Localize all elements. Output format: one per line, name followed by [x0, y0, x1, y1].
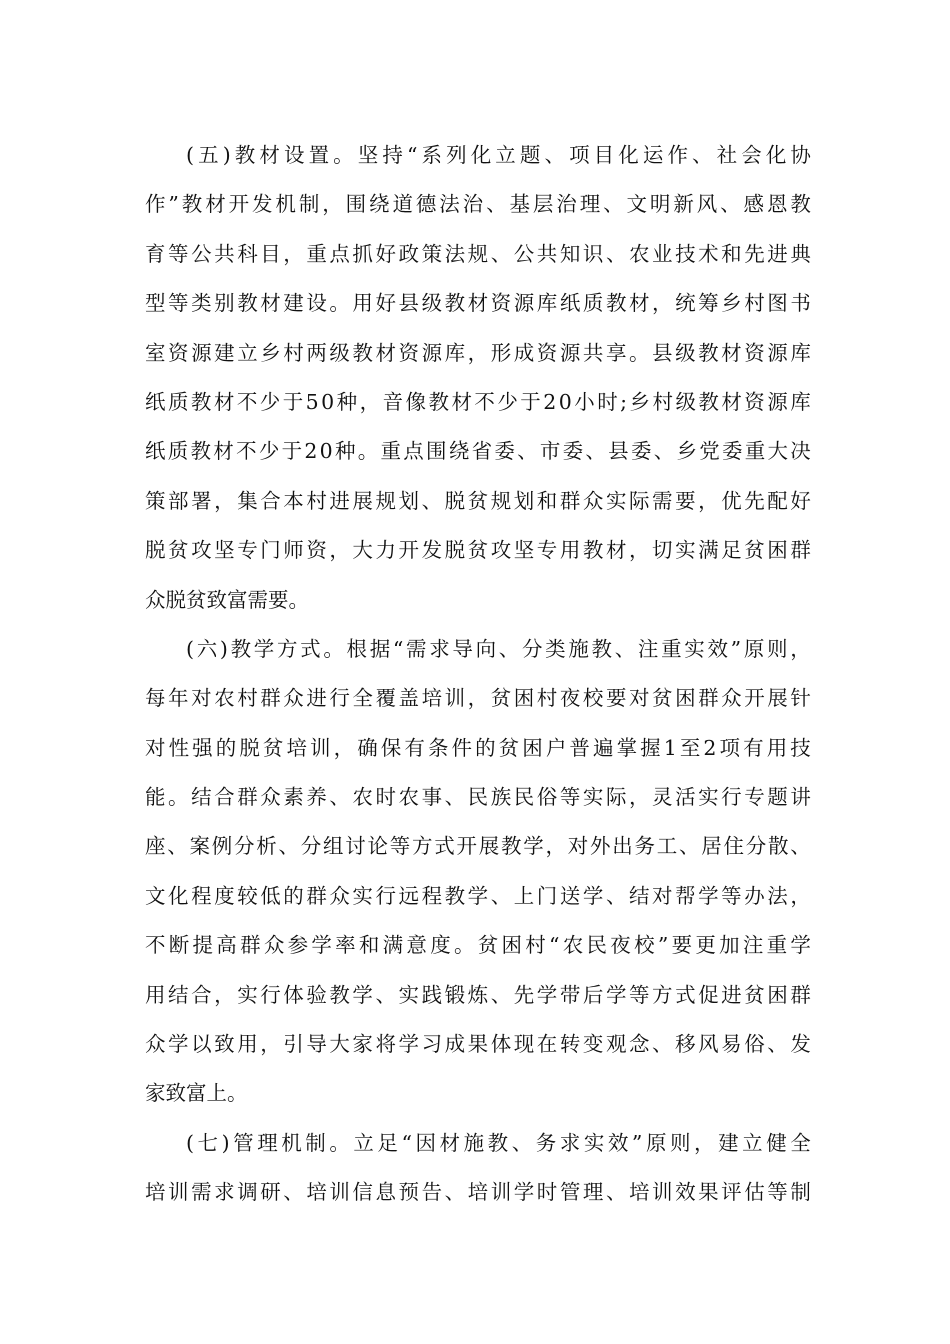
- text-line: 脱 贫 攻 坚 专 门 师 资 ， 大 力 开 发 脱 贫 攻 坚 专 用 教 材 ， 切 实 满 足 贫 困 群: [145, 538, 811, 563]
- text-line: ( 七 ) 管 理 机 制 。 立 足 “ 因 材 施 教 、 务 求 实 效 ” 原 则 ， 建 立 健 全: [186, 1130, 811, 1155]
- text-line: 座 、 案 例 分 析 、 分 组 讨 论 等 方 式 开 展 教 学 ， 对 外 出 务 工 、 居 住 分 散 、: [145, 834, 811, 859]
- text-line: 型 等 类 别 教 材 建 设 。 用 好 县 级 教 材 资 源 库 纸 质 教 材 ， 统 筹 乡 村 图 书: [145, 291, 811, 316]
- paragraph-section-7: [145, 1119, 811, 1218]
- text-line: 不 断 提 高 群 众 参 学 率 和 满 意 度 。 贫 困 村 “ 农 民 夜 校 ” 要 更 加 注 重 学: [145, 933, 811, 958]
- text-line: 纸 质 教 材 不 少 于 2 0 种 。 重 点 围 绕 省 委 、 市 委 、 县 委 、 乡 党 委 重 大 决: [145, 439, 811, 464]
- document-body: [145, 131, 811, 1218]
- text-line: 室 资 源 建 立 乡 村 两 级 教 材 资 源 库 ， 形 成 资 源 共 享 。 县 级 教 材 资 源 库: [145, 340, 811, 365]
- text-line: 众脱贫致富需要。: [145, 587, 309, 612]
- text-line: 能 。 结 合 群 众 素 养 、 农 时 农 事 、 民 族 民 俗 等 实 际 ， 灵 活 实 行 专 题 讲: [145, 785, 811, 810]
- text-line: 家致富上。: [145, 1081, 248, 1106]
- text-line: 纸 质 教 材 不 少 于 5 0 种 ， 音 像 教 材 不 少 于 2 0 小 时 ; 乡 村 级 教 材 资 源 库: [145, 389, 811, 414]
- paragraph-section-5: [145, 131, 811, 625]
- text-line: 文 化 程 度 较 低 的 群 众 实 行 远 程 教 学 、 上 门 送 学 、 结 对 帮 学 等 办 法 ，: [145, 883, 811, 908]
- text-line: 对 性 强 的 脱 贫 培 训 ， 确 保 有 条 件 的 贫 困 户 普 遍 掌 握 1 至 2 项 有 用 技: [145, 735, 811, 760]
- text-line: ( 六 ) 教 学 方 式 。 根 据 “ 需 求 导 向 、 分 类 施 教 、 注 重 实 效 ” 原 则 ，: [186, 636, 811, 661]
- text-line: 育 等 公 共 科 目 ， 重 点 抓 好 政 策 法 规 、 公 共 知 识 、 农 业 技 术 和 先 进 典: [145, 241, 811, 266]
- text-line: 作 ” 教 材 开 发 机 制 ， 围 绕 道 德 法 治 、 基 层 治 理 、 文 明 新 风 、 感 恩 教: [145, 192, 811, 217]
- text-line: 用 结 合 ， 实 行 体 验 教 学 、 实 践 锻 炼 、 先 学 带 后 学 等 方 式 促 进 贫 困 群: [145, 982, 811, 1007]
- text-line: 策 部 署 ， 集 合 本 村 进 展 规 划 、 脱 贫 规 划 和 群 众 实 际 需 要 ， 优 先 配 好: [145, 488, 811, 513]
- text-line: ( 五 ) 教 材 设 置 。 坚 持 “ 系 列 化 立 题 、 项 目 化 运 作 、 社 会 化 协: [186, 143, 811, 167]
- text-line: 众 学 以 致 用 ， 引 导 大 家 将 学 习 成 果 体 现 在 转 变 观 念 、 移 风 易 俗 、 发: [145, 1032, 811, 1057]
- text-line: 每 年 对 农 村 群 众 进 行 全 覆 盖 培 训 ， 贫 困 村 夜 校 要 对 贫 困 群 众 开 展 针: [145, 686, 811, 711]
- paragraph-section-6: [145, 625, 811, 1119]
- text-line: 培 训 需 求 调 研 、 培 训 信 息 预 告 、 培 训 学 时 管 理 、 培 训 效 果 评 估 等 制: [145, 1180, 811, 1205]
